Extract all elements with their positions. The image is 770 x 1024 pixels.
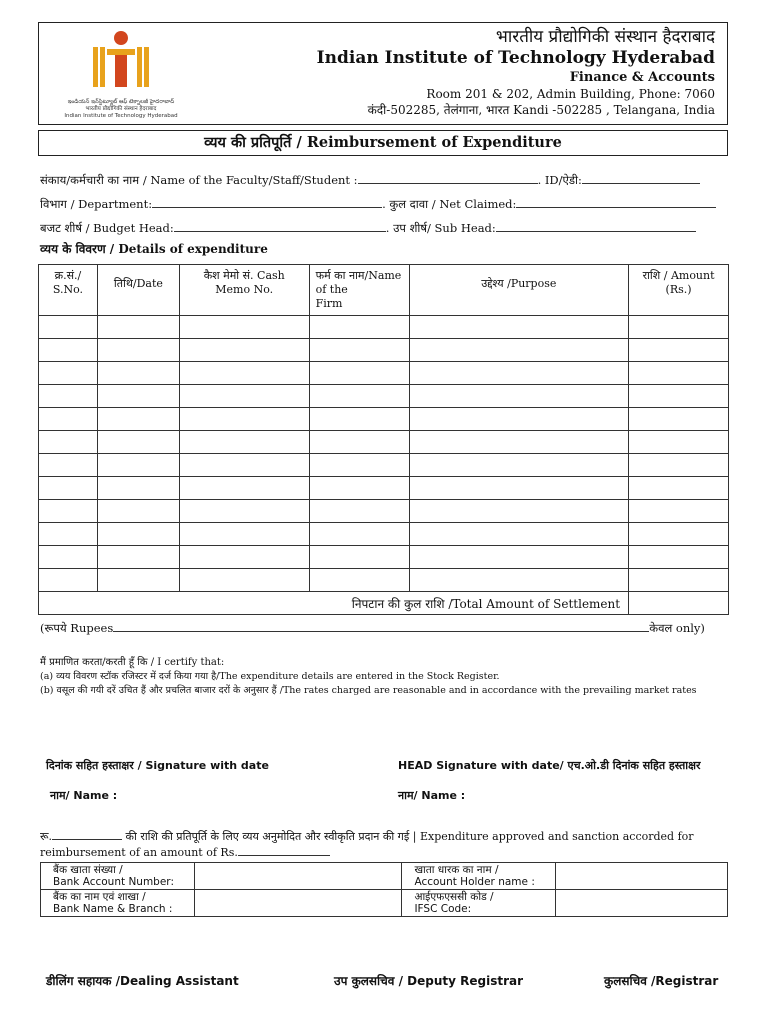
col-sno-en: S.No. [52,283,84,296]
ifsc-field[interactable] [556,890,728,917]
cell[interactable] [39,431,98,454]
id-field[interactable] [582,172,700,184]
cell[interactable] [309,500,409,523]
cell[interactable] [39,454,98,477]
approval-text-2: reimbursement of an amount of Rs. [40,846,238,859]
table-row [39,477,729,500]
col-firm-hi: फर्म का नाम/Name of the [315,269,402,296]
cell[interactable] [97,339,179,362]
col-sno-hi: क्र.सं./ [54,269,82,282]
dealing-assistant-label: डीलिंग सहायक /Dealing Assistant [46,974,239,988]
cell[interactable] [179,477,309,500]
cell[interactable] [97,477,179,500]
bank-name-hi: बैंक का नाम एवं शाखा / [53,891,146,903]
account-holder-hi: खाता धारक का नाम / [414,864,499,876]
cell[interactable] [409,316,629,339]
address-line-2: कंदी-502285, तेलंगाना, भारत Kandi -502285 , Telangana, India [367,103,715,117]
cell[interactable] [629,385,729,408]
cell[interactable] [97,569,179,592]
approval-text-1: की राशि की प्रतिपूर्ति के लिए व्यय अनुमोदित और स्वीकृति प्रदान की गई | Expenditure approved and sanction accorded for [122,830,694,843]
budget-head-field[interactable] [174,220,386,232]
cell[interactable] [309,454,409,477]
table-row [39,569,729,592]
cell[interactable] [409,431,629,454]
cell[interactable] [179,546,309,569]
cell[interactable] [629,500,729,523]
bank-details-table [40,862,728,917]
cell[interactable] [97,500,179,523]
address-line-1: Room 201 & 202, Admin Building, Phone: 7060 [426,87,715,101]
institute-name-hindi: भारतीय प्रौद्योगिकी संस्थान हैदराबाद [495,27,715,47]
bank-name-en: Bank Name & Branch : [53,903,173,915]
registrar-label: कुलसचिव /Registrar [604,974,719,988]
cell[interactable] [309,569,409,592]
sub-head-label: . उप शीर्ष/ Sub Head: [385,221,496,235]
col-purpose-label: उद्देश्य /Purpose [481,277,557,290]
col-purpose [409,265,629,316]
department-name: Finance & Accounts [569,70,715,85]
details-title: व्यय के विवरण / Details of expenditure [40,242,268,256]
approval-statement [40,828,728,860]
cell[interactable] [97,408,179,431]
expenditure-table [38,264,729,615]
cell[interactable] [409,477,629,500]
col-firm-en: Firm [315,297,343,310]
cell[interactable] [179,500,309,523]
cell[interactable] [179,385,309,408]
cell[interactable] [629,316,729,339]
logo-caption-english: Indian Institute of Technology Hyderabad [64,113,178,119]
net-claimed-label: . कुल दावा / Net Claimed: [382,197,517,211]
claimant-signature-label: दिनांक सहित हस्ताक्षर / Signature with date [46,759,269,772]
rupees-prefix: (रूपये Rupees [40,621,114,635]
iith-logo-icon [89,29,153,93]
head-signature-label: HEAD Signature with date/ एच.ओ.डी दिनांक सहित हस्ताक्षर [398,759,701,772]
name-id-row [40,172,700,188]
col-firm [309,265,409,316]
cell[interactable] [97,546,179,569]
ifsc-label [402,890,556,917]
approval-amount-field-2[interactable] [238,844,330,856]
department-row [40,196,716,212]
department-field[interactable] [152,196,382,208]
col-date [97,265,179,316]
table-row [39,362,729,385]
cell[interactable] [97,454,179,477]
cell[interactable] [39,569,98,592]
certify-item-b: (b) वसूल की गयी दरें उचित हैं और प्रचलित बाजार दरों के अनुसार हैं /The rates charged are reasonable and in accordance with the prevailing market rates [40,685,697,696]
cell[interactable] [179,569,309,592]
claimant-name-label: नाम/ Name : [50,789,118,802]
name-label: संकाय/कर्मचारी का नाम / Name of the Faculty/Staff/Student : [40,173,358,187]
cell[interactable] [629,454,729,477]
cell[interactable] [97,316,179,339]
account-number-en: Bank Account Number: [53,876,174,888]
col-amount [629,265,729,316]
certification [40,656,697,698]
cell[interactable] [629,523,729,546]
sub-head-field[interactable] [496,220,696,232]
cell[interactable] [309,385,409,408]
cell[interactable] [409,569,629,592]
col-sno [39,265,98,316]
cell[interactable] [97,431,179,454]
table-row [39,408,729,431]
account-holder-en: Account Holder name : [414,876,535,888]
col-memo [179,265,309,316]
bank-name-label [41,890,195,917]
cell[interactable] [409,339,629,362]
certify-item-a: (a) व्यय विवरण स्टॉक रजिस्टर में दर्ज किया गया है/The expenditure details are entered in the Stock Register. [40,671,500,682]
cell[interactable] [309,477,409,500]
account-holder-label [402,863,556,890]
net-claimed-field[interactable] [516,196,716,208]
id-label: . ID/ऐडी: [537,173,582,187]
certify-lead: मैं प्रमाणित करता/करती हूँ कि / I certify that: [40,657,225,668]
table-row [39,523,729,546]
cell[interactable] [629,477,729,500]
approval-amount-field[interactable] [52,828,122,840]
rupees-suffix: केवल only) [649,621,705,635]
cell[interactable] [179,523,309,546]
cell[interactable] [179,431,309,454]
col-amount-hi: राशि / Amount [642,269,715,282]
cell[interactable] [629,362,729,385]
col-date-label: तिथि/Date [113,277,163,290]
cell[interactable] [409,546,629,569]
cell[interactable] [629,408,729,431]
cell[interactable] [629,339,729,362]
budget-head-label: बजट शीर्ष / Budget Head: [40,221,174,235]
approval-prefix: रू. [40,830,53,843]
ifsc-en: IFSC Code: [414,903,472,915]
col-amount-en: (Rs.) [665,283,692,296]
department-label: विभाग / Department: [40,197,153,211]
cell[interactable] [39,339,98,362]
form-header [38,22,728,125]
cell[interactable] [309,408,409,431]
cell[interactable] [39,500,98,523]
cell[interactable] [39,385,98,408]
ifsc-hi: आईएफएससी कोड / [414,891,494,903]
table-row [39,500,729,523]
cell[interactable] [409,454,629,477]
table-row [39,339,729,362]
cell[interactable] [179,339,309,362]
cell[interactable] [179,454,309,477]
cell[interactable] [309,362,409,385]
cell[interactable] [39,316,98,339]
logo-caption-hindi: भारतीय प्रौद्योगिकी संस्थान हैदराबाद [85,106,157,112]
cell[interactable] [97,523,179,546]
cell[interactable] [409,362,629,385]
cell[interactable] [309,546,409,569]
table-row [39,431,729,454]
table-row [39,385,729,408]
institute-info [317,27,715,118]
head-name-label: नाम/ Name : [398,789,466,802]
cell[interactable] [309,316,409,339]
col-memo-hi: कैश मेमो सं. Cash [203,269,285,282]
name-field[interactable] [358,172,538,184]
cell[interactable] [409,408,629,431]
cell[interactable] [309,339,409,362]
cell[interactable] [39,408,98,431]
deputy-registrar-label: उप कुलसचिव / Deputy Registrar [334,974,524,988]
bank-row [41,890,728,917]
total-amount-cell[interactable] [629,592,729,615]
cell[interactable] [179,362,309,385]
form-title: व्यय की प्रतिपूर्ति / Reimbursement of Expenditure [38,130,728,156]
cell[interactable] [39,362,98,385]
account-number-hi: बैंक खाता संख्या / [53,864,123,876]
cell[interactable] [309,431,409,454]
bank-row [41,863,728,890]
table-row [39,316,729,339]
rupees-in-words-row [40,620,705,636]
cell[interactable] [39,546,98,569]
total-row [39,592,729,615]
budget-row [40,220,696,236]
cell[interactable] [97,385,179,408]
table-header-row [39,265,729,316]
cell[interactable] [179,316,309,339]
cell[interactable] [97,362,179,385]
account-holder-field[interactable] [556,863,728,890]
logo-caption-telugu: ఇండియన్ ఇన్‌స్టిట్యూట్ ఆఫ్ టెక్నాలజీ హైదరాబాద్ [67,99,175,105]
cell[interactable] [39,523,98,546]
col-memo-en: Memo No. [215,283,274,296]
cell[interactable] [409,385,629,408]
cell[interactable] [629,431,729,454]
table-row [39,546,729,569]
account-number-label [41,863,195,890]
rupees-in-words-field[interactable] [113,620,649,632]
iith-logo [51,29,191,119]
cell[interactable] [309,523,409,546]
cell[interactable] [629,569,729,592]
account-number-field[interactable] [194,863,402,890]
total-label: निपटान की कुल राशि /Total Amount of Settlement [39,592,629,615]
cell[interactable] [39,477,98,500]
table-row [39,454,729,477]
cell[interactable] [409,523,629,546]
cell[interactable] [409,500,629,523]
bank-name-field[interactable] [194,890,402,917]
cell[interactable] [179,408,309,431]
institute-name-english: Indian Institute of Technology Hyderabad [316,48,715,68]
cell[interactable] [629,546,729,569]
